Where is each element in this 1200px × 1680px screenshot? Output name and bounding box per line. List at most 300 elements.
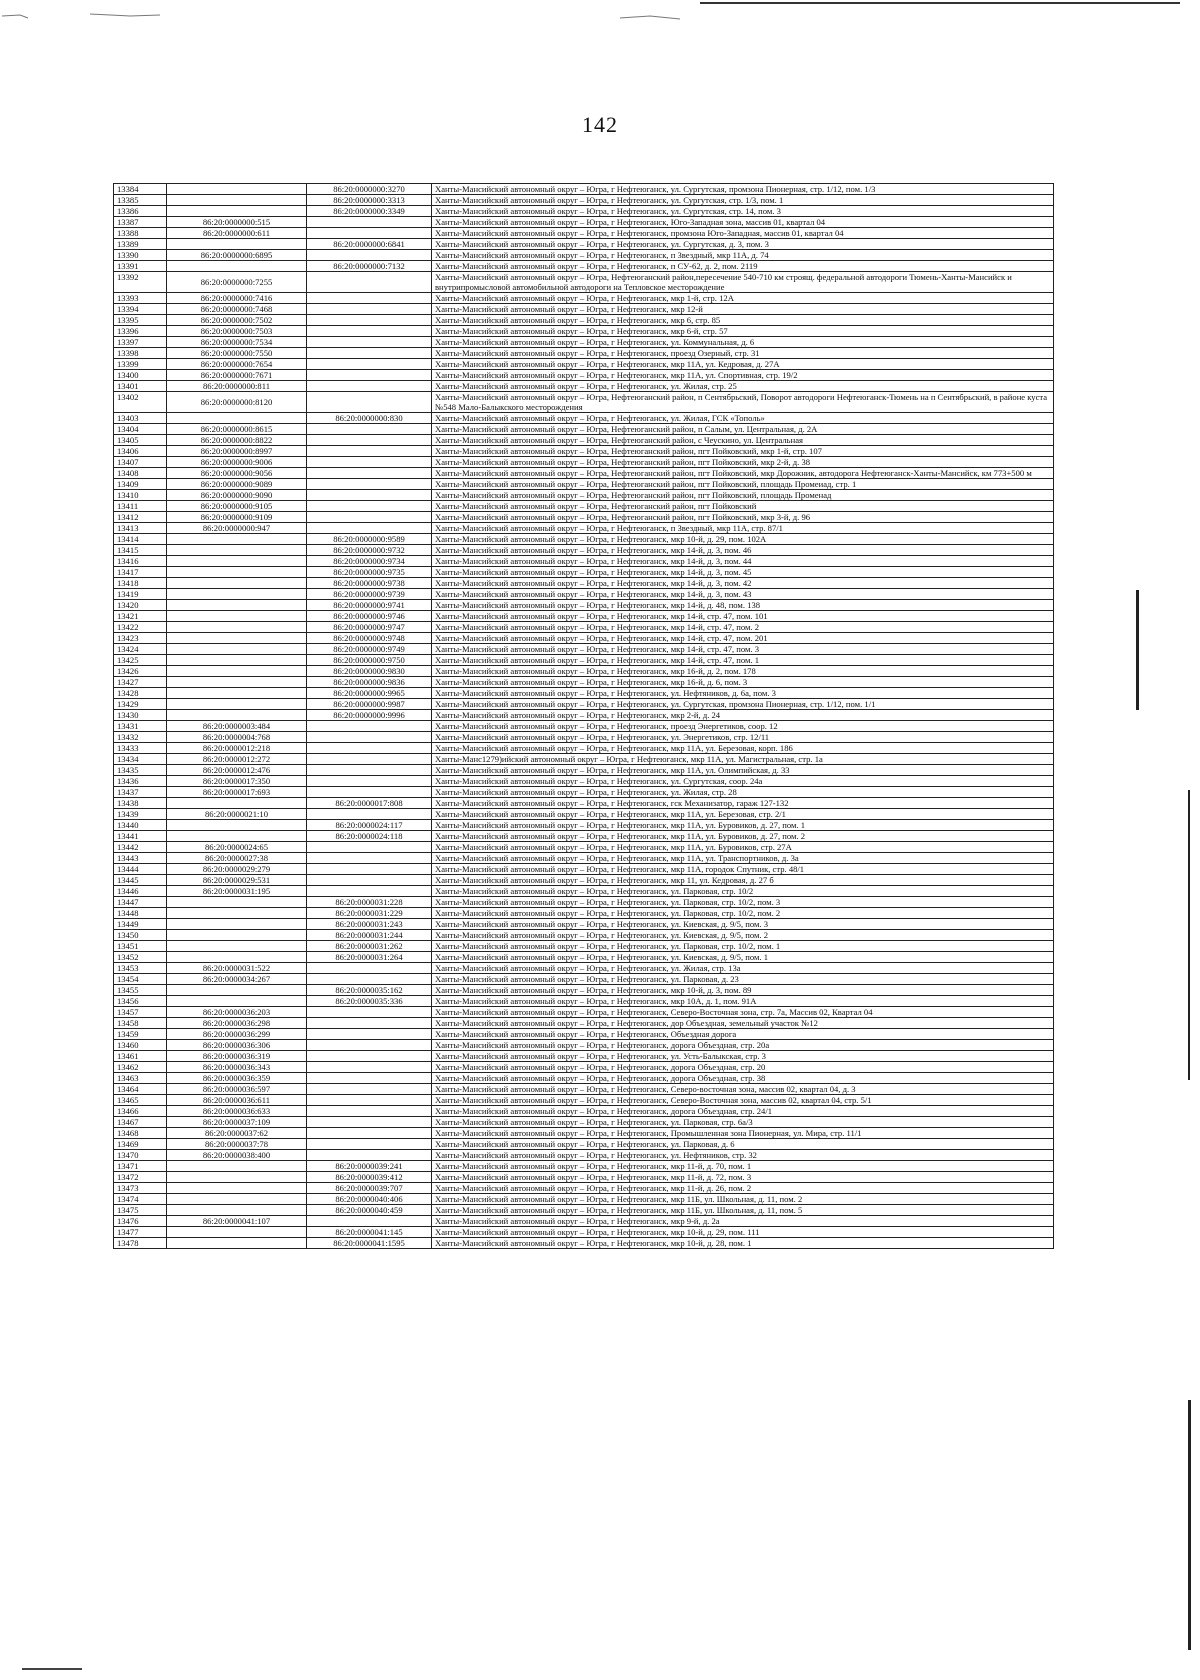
row-number-cell: 13429 [114, 699, 167, 710]
cadastral-number-b-cell [307, 217, 432, 228]
table-row [114, 1150, 1054, 1161]
table-row [114, 479, 1054, 490]
table-row [114, 1216, 1054, 1227]
address-cell: Ханты-Мансийский автономный округ – Югра, г Нефтеюганск, Северо-восточная зона, массив 02, квартал 04, д. 3 [432, 1084, 1054, 1095]
cadastral-number-b-cell: 86:20:0000000:9748 [307, 633, 432, 644]
row-number-cell: 13458 [114, 1018, 167, 1029]
cadastral-number-b-cell [307, 875, 432, 886]
row-number-cell: 13435 [114, 765, 167, 776]
table-row [114, 501, 1054, 512]
cadastral-number-a-cell [167, 413, 307, 424]
cadastral-number-a-cell [167, 952, 307, 963]
cadastral-number-b-cell [307, 864, 432, 875]
address-cell: Ханты-Мансийский автономный округ – Югра, г Нефтеюганск, мкр 11, ул. Кедровая, д. 27 б [432, 875, 1054, 886]
row-number-cell: 13410 [114, 490, 167, 501]
address-cell: Ханты-Манс1279)ийский автономный округ – Югра, г Нефтеюганск, мкр 11А, ул. Магистральная, стр. 1а [432, 754, 1054, 765]
cadastral-number-a-cell [167, 600, 307, 611]
address-cell: Ханты-Мансийский автономный округ – Югра, г Нефтеюганск, мкр 12-й [432, 304, 1054, 315]
row-number-cell: 13438 [114, 798, 167, 809]
address-cell: Ханты-Мансийский автономный округ – Югра, г Нефтеюганск, мкр 14-й, стр. 47, пом. 101 [432, 611, 1054, 622]
address-cell: Ханты-Мансийский автономный округ – Югра, Нефтеюганский район, пгт Пойковский, площадь Промеиад, стр. 1 [432, 479, 1054, 490]
cadastral-number-b-cell: 86:20:0000000:9732 [307, 545, 432, 556]
address-cell: Ханты-Мансийский автономный округ – Югра, г Нефтеюганск, мкр 14-й, стр. 47, пом. 3 [432, 644, 1054, 655]
cadastral-number-b-cell: 86:20:0000039:241 [307, 1161, 432, 1172]
cadastral-number-b-cell: 86:20:0000000:3349 [307, 206, 432, 217]
address-cell: Ханты-Мансийский автономный округ – Югра, г Нефтеюганск, Северо-Восточная зона, стр. 7а, Массив 02, Квартал 04 [432, 1007, 1054, 1018]
cadastral-number-a-cell: 86:20:0000036:597 [167, 1084, 307, 1095]
address-cell: Ханты-Мансийский автономный округ – Югра, г Нефтеюганск, ул. Жилая, стр. 28 [432, 787, 1054, 798]
address-cell: Ханты-Мансийский автономный округ – Югра, г Нефтеюганск, мкр 14-й, д. 3, пом. 46 [432, 545, 1054, 556]
table-row [114, 963, 1054, 974]
table-row [114, 424, 1054, 435]
row-number-cell: 13394 [114, 304, 167, 315]
address-cell: Ханты-Мансийский автономный округ – Югра, г Нефтеюганск, мкр 11А, ул. Буровиков, д. 27, пом. 1 [432, 820, 1054, 831]
address-cell: Ханты-Мансийский автономный округ – Югра, г Нефтеюганск, мкр 14-й, стр. 47, пом. 201 [432, 633, 1054, 644]
cadastral-number-b-cell [307, 1084, 432, 1095]
row-number-cell: 13478 [114, 1238, 167, 1249]
row-number-cell: 13428 [114, 688, 167, 699]
address-cell: Ханты-Мансийский автономный округ – Югра, г Нефтеюганск, мкр 14-й, д. 3, пом. 42 [432, 578, 1054, 589]
row-number-cell: 13434 [114, 754, 167, 765]
table-row [114, 853, 1054, 864]
row-number-cell: 13451 [114, 941, 167, 952]
table-row [114, 1007, 1054, 1018]
cadastral-number-a-cell: 86:20:0000000:8822 [167, 435, 307, 446]
table-row [114, 567, 1054, 578]
table-row [114, 666, 1054, 677]
cadastral-number-a-cell: 86:20:0000000:7502 [167, 315, 307, 326]
row-number-cell: 13456 [114, 996, 167, 1007]
cadastral-number-a-cell [167, 897, 307, 908]
row-number-cell: 13449 [114, 919, 167, 930]
cadastral-number-a-cell: 86:20:0000036:298 [167, 1018, 307, 1029]
row-number-cell: 13405 [114, 435, 167, 446]
cadastral-number-a-cell: 86:20:0000027:38 [167, 853, 307, 864]
address-cell: Ханты-Мансийский автономный округ – Югра, г Нефтеюганск, Объездная дорога [432, 1029, 1054, 1040]
cadastral-number-b-cell [307, 1040, 432, 1051]
address-cell: Ханты-Мансийский автономный округ – Югра, г Нефтеюганск, проезд Энергетиков, соор. 12 [432, 721, 1054, 732]
address-cell: Ханты-Мансийский автономный округ – Югра, г Нефтеюганск, мкр 1-й, стр. 12А [432, 293, 1054, 304]
address-cell: Ханты-Мансийский автономный округ – Югра, г Нефтеюганск, мкр 11А, ул. Березовая, стр. 2/1 [432, 809, 1054, 820]
table-row [114, 206, 1054, 217]
row-number-cell: 13393 [114, 293, 167, 304]
table-row [114, 239, 1054, 250]
row-number-cell: 13401 [114, 381, 167, 392]
cadastral-number-a-cell: 86:20:0000000:7671 [167, 370, 307, 381]
cadastral-number-a-cell: 86:20:0000036:359 [167, 1073, 307, 1084]
address-cell: Ханты-Мансийский автономный округ – Югра, г Нефтеюганск, ул. Киевская, д. 9/5, пом. 1 [432, 952, 1054, 963]
row-number-cell: 13476 [114, 1216, 167, 1227]
address-cell: Ханты-Мансийский автономный округ – Югра, Нефтеюганский район, пгт Пойковский, мкр 2-й, д. 38 [432, 457, 1054, 468]
table-row [114, 1084, 1054, 1095]
row-number-cell: 13447 [114, 897, 167, 908]
cadastral-number-a-cell: 86:20:0000036:306 [167, 1040, 307, 1051]
cadastral-number-a-cell: 86:20:0000041:107 [167, 1216, 307, 1227]
cadastral-number-a-cell [167, 655, 307, 666]
row-number-cell: 13402 [114, 392, 167, 413]
table-row [114, 1161, 1054, 1172]
row-number-cell: 13417 [114, 567, 167, 578]
cadastral-number-a-cell: 86:20:0000000:8615 [167, 424, 307, 435]
table-row [114, 622, 1054, 633]
address-cell: Ханты-Мансийский автономный округ – Югра, г Нефтеюганск, промзона Юго-Западная, массив 01, квартал 04 [432, 228, 1054, 239]
table-row [114, 1095, 1054, 1106]
table-row [114, 413, 1054, 424]
address-cell: Ханты-Мансийский автономный округ – Югра, г Нефтеюганск, мкр 10-й, д. 28, пом. 1 [432, 1238, 1054, 1249]
cadastral-number-a-cell [167, 666, 307, 677]
address-cell: Ханты-Мансийский автономный округ – Югра, г Нефтеюганск, Промышленная зона Пионерная, ул. Мира, стр. 11/1 [432, 1128, 1054, 1139]
cadastral-number-b-cell: 86:20:0000000:3313 [307, 195, 432, 206]
row-number-cell: 13464 [114, 1084, 167, 1095]
table-row [114, 326, 1054, 337]
cadastral-number-b-cell: 86:20:0000000:9965 [307, 688, 432, 699]
cadastral-number-b-cell [307, 776, 432, 787]
cadastral-number-b-cell [307, 754, 432, 765]
cadastral-number-b-cell [307, 479, 432, 490]
cadastral-number-b-cell [307, 348, 432, 359]
table-row [114, 315, 1054, 326]
table-row [114, 600, 1054, 611]
table-row [114, 217, 1054, 228]
row-number-cell: 13425 [114, 655, 167, 666]
table-row [114, 490, 1054, 501]
address-cell: Ханты-Мансийский автономный округ – Югра, г Нефтеюганск, мкр 14-й, д. 3, пом. 45 [432, 567, 1054, 578]
row-number-cell: 13448 [114, 908, 167, 919]
cadastral-number-b-cell [307, 1128, 432, 1139]
address-cell: Ханты-Мансийский автономный округ – Югра, г Нефтеюганск, дор Объездная, земельный участок №12 [432, 1018, 1054, 1029]
row-number-cell: 13390 [114, 250, 167, 261]
table-row [114, 1238, 1054, 1249]
address-cell: Ханты-Мансийский автономный округ – Югра, г Нефтеюганск, мкр 16-й, д. 2, пом. 178 [432, 666, 1054, 677]
table-row [114, 228, 1054, 239]
cadastral-number-b-cell [307, 1139, 432, 1150]
cadastral-number-b-cell [307, 293, 432, 304]
table-row [114, 1183, 1054, 1194]
address-cell: Ханты-Мансийский автономный округ – Югра, г Нефтеюганск, ул. Парковая, стр. 6а/3 [432, 1117, 1054, 1128]
cadastral-number-a-cell: 86:20:0000000:611 [167, 228, 307, 239]
table-row [114, 457, 1054, 468]
cadastral-number-b-cell: 86:20:0000039:412 [307, 1172, 432, 1183]
address-cell: Ханты-Мансийский автономный округ – Югра, г Нефтеюганск, мкр 11А, ул. Спортивная, стр. 19/2 [432, 370, 1054, 381]
cadastral-number-a-cell [167, 1172, 307, 1183]
cadastral-number-a-cell [167, 699, 307, 710]
cadastral-number-a-cell [167, 545, 307, 556]
address-cell: Ханты-Мансийский автономный округ – Югра, г Нефтеюганск, мкр 6, стр. 85 [432, 315, 1054, 326]
cadastral-number-a-cell: 86:20:0000024:65 [167, 842, 307, 853]
table-row [114, 952, 1054, 963]
cadastral-number-a-cell: 86:20:0000000:9056 [167, 468, 307, 479]
address-cell: Ханты-Мансийский автономный округ – Югра, г Нефтеюганск, ул. Сургутская, стр. 1/3, пом. 1 [432, 195, 1054, 206]
scan-edge-mark [1136, 590, 1139, 710]
cadastral-number-b-cell: 86:20:0000000:9836 [307, 677, 432, 688]
address-cell: Ханты-Мансийский автономный округ – Югра, г Нефтеюганск, мкр 11А, ул. Транспортников, д. 3а [432, 853, 1054, 864]
table-row [114, 1205, 1054, 1216]
cadastral-number-b-cell: 86:20:0000017:808 [307, 798, 432, 809]
cadastral-number-a-cell: 86:20:0000029:531 [167, 875, 307, 886]
address-cell: Ханты-Мансийский автономный округ – Югра, г Нефтеюганск, п Звездный, мкр 11А, д. 74 [432, 250, 1054, 261]
table-row [114, 1227, 1054, 1238]
cadastral-number-b-cell [307, 842, 432, 853]
cadastral-number-b-cell [307, 1073, 432, 1084]
cadastral-number-b-cell: 86:20:0000000:9739 [307, 589, 432, 600]
row-number-cell: 13450 [114, 930, 167, 941]
address-cell: Ханты-Мансийский автономный округ – Югра, г Нефтеюганск, ул. Парковая, стр. 10/2, пом. 1 [432, 941, 1054, 952]
row-number-cell: 13395 [114, 315, 167, 326]
cadastral-number-b-cell: 86:20:0000039:707 [307, 1183, 432, 1194]
row-number-cell: 13443 [114, 853, 167, 864]
address-cell: Ханты-Мансийский автономный округ – Югра, г Нефтеюганск, мкр 10А, д. 1, пом. 91А [432, 996, 1054, 1007]
cadastral-number-a-cell: 86:20:0000000:9090 [167, 490, 307, 501]
cadastral-number-a-cell: 86:20:0000021:10 [167, 809, 307, 820]
row-number-cell: 13430 [114, 710, 167, 721]
row-number-cell: 13441 [114, 831, 167, 842]
row-number-cell: 13442 [114, 842, 167, 853]
cadastral-number-a-cell: 86:20:0000031:522 [167, 963, 307, 974]
page-number: 142 [582, 112, 618, 137]
row-number-cell: 13386 [114, 206, 167, 217]
cadastral-number-b-cell [307, 523, 432, 534]
cadastral-number-a-cell [167, 930, 307, 941]
row-number-cell: 13426 [114, 666, 167, 677]
cadastral-number-a-cell [167, 239, 307, 250]
cadastral-number-b-cell: 86:20:0000000:830 [307, 413, 432, 424]
table-row [114, 897, 1054, 908]
cadastral-number-b-cell [307, 765, 432, 776]
scan-noise [0, 10, 1200, 24]
table-row [114, 1194, 1054, 1205]
cadastral-number-a-cell: 86:20:0000000:7550 [167, 348, 307, 359]
table-row [114, 776, 1054, 787]
table-row [114, 348, 1054, 359]
table-row [114, 809, 1054, 820]
cadastral-number-a-cell: 86:20:0000000:811 [167, 381, 307, 392]
row-number-cell: 13396 [114, 326, 167, 337]
table-row [114, 765, 1054, 776]
cadastral-number-b-cell: 86:20:0000000:9741 [307, 600, 432, 611]
address-cell: Ханты-Мансийский автономный округ – Югра, г Нефтеюганск, Северо-Восточная зона, массив 02, квартал 04, стр. 5/1 [432, 1095, 1054, 1106]
row-number-cell: 13455 [114, 985, 167, 996]
row-number-cell: 13399 [114, 359, 167, 370]
cadastral-number-a-cell: 86:20:0000000:7468 [167, 304, 307, 315]
address-cell: Ханты-Мансийский автономный округ – Югра, г Нефтеюганск, гск Механизатор, гараж 127-132 [432, 798, 1054, 809]
cadastral-number-a-cell: 86:20:0000000:6895 [167, 250, 307, 261]
cadastral-number-a-cell: 86:20:0000036:319 [167, 1051, 307, 1062]
cadastral-number-b-cell [307, 392, 432, 413]
cadastral-number-b-cell [307, 370, 432, 381]
row-number-cell: 13472 [114, 1172, 167, 1183]
table-row [114, 195, 1054, 206]
cadastral-number-b-cell: 86:20:0000000:9747 [307, 622, 432, 633]
table-row [114, 293, 1054, 304]
table-row [114, 337, 1054, 348]
cadastral-number-b-cell [307, 457, 432, 468]
row-number-cell: 13398 [114, 348, 167, 359]
table-row [114, 392, 1054, 413]
cadastral-number-a-cell [167, 1194, 307, 1205]
cadastral-number-a-cell [167, 261, 307, 272]
address-cell: Ханты-Мансийский автономный округ – Югра, Нефтеюганский район, пгт Пойковский, мкр 1-й, стр. 107 [432, 446, 1054, 457]
table-row [114, 556, 1054, 567]
cadastral-number-b-cell [307, 974, 432, 985]
cadastral-number-a-cell [167, 688, 307, 699]
cadastral-number-a-cell: 86:20:0000037:78 [167, 1139, 307, 1150]
row-number-cell: 13404 [114, 424, 167, 435]
cadastral-number-b-cell: 86:20:0000035:162 [307, 985, 432, 996]
table-row [114, 523, 1054, 534]
row-number-cell: 13412 [114, 512, 167, 523]
table-row [114, 272, 1054, 293]
cadastral-number-a-cell: 86:20:0000012:476 [167, 765, 307, 776]
row-number-cell: 13415 [114, 545, 167, 556]
cadastral-number-a-cell: 86:20:0000012:218 [167, 743, 307, 754]
address-cell: Ханты-Мансийский автономный округ – Югра, г Нефтеюганск, ул. Сургутская, соор. 24а [432, 776, 1054, 787]
cadastral-number-b-cell [307, 1216, 432, 1227]
cadastral-number-a-cell: 86:20:0000003:484 [167, 721, 307, 732]
address-cell: Ханты-Мансийский автономный округ – Югра, Нефтеюганский район,пересечение 540-710 км строящ. федеральной автодороги Тюмень-Ханты-Мансийск и внутрипромысловой автомобильной автодороги на Тепловское месторождение [432, 272, 1054, 293]
cadastral-number-b-cell [307, 1051, 432, 1062]
address-cell: Ханты-Мансийский автономный округ – Югра, г Нефтеюганск, мкр 11А, городок Спутник, стр. 48/1 [432, 864, 1054, 875]
cadastral-number-b-cell [307, 1150, 432, 1161]
cadastral-number-b-cell: 86:20:0000040:459 [307, 1205, 432, 1216]
row-number-cell: 13471 [114, 1161, 167, 1172]
cadastral-number-a-cell [167, 1227, 307, 1238]
cadastral-number-b-cell: 86:20:0000040:406 [307, 1194, 432, 1205]
address-cell: Ханты-Мансийский автономный округ – Югра, Нефтеюганский район, пгт Пойковский [432, 501, 1054, 512]
cadastral-number-a-cell [167, 941, 307, 952]
table-row [114, 250, 1054, 261]
row-number-cell: 13465 [114, 1095, 167, 1106]
table-row [114, 820, 1054, 831]
address-cell: Ханты-Мансийский автономный округ – Югра, г Нефтеюганск, дорога Объездная, стр. 20 [432, 1062, 1054, 1073]
cadastral-number-a-cell [167, 578, 307, 589]
cadastral-number-b-cell [307, 1095, 432, 1106]
row-number-cell: 13463 [114, 1073, 167, 1084]
cadastral-number-b-cell: 86:20:0000035:336 [307, 996, 432, 1007]
table-row [114, 798, 1054, 809]
row-number-cell: 13462 [114, 1062, 167, 1073]
top-scan-rule [700, 2, 1180, 4]
cadastral-number-a-cell: 86:20:0000000:9109 [167, 512, 307, 523]
table-row [114, 304, 1054, 315]
cadastral-number-a-cell: 86:20:0000000:7416 [167, 293, 307, 304]
cadastral-number-a-cell [167, 710, 307, 721]
cadastral-number-a-cell [167, 556, 307, 567]
table-row [114, 996, 1054, 1007]
row-number-cell: 13403 [114, 413, 167, 424]
table-row [114, 589, 1054, 600]
cadastral-number-a-cell: 86:20:0000000:8997 [167, 446, 307, 457]
address-cell: Ханты-Мансийский автономный округ – Югра, г Нефтеюганск, ул. Сургутская, д. 3, пом. 3 [432, 239, 1054, 250]
table-row [114, 1051, 1054, 1062]
row-number-cell: 13427 [114, 677, 167, 688]
row-number-cell: 13457 [114, 1007, 167, 1018]
address-cell: Ханты-Мансийский автономный округ – Югра, г Нефтеюганск, п Звездный, мкр 11А, стр. 87/1 [432, 523, 1054, 534]
cadastral-number-a-cell [167, 908, 307, 919]
address-cell: Ханты-Мансийский автономный округ – Югра, г Нефтеюганск, мкр 11А, ул. Кедровая, д. 27А [432, 359, 1054, 370]
table-row [114, 721, 1054, 732]
address-cell: Ханты-Мансийский автономный округ – Югра, г Нефтеюганск, ул. Парковая, стр. 10/2, пом. 3 [432, 897, 1054, 908]
table-row [114, 864, 1054, 875]
cadastral-number-b-cell: 86:20:0000041:1595 [307, 1238, 432, 1249]
address-cell: Ханты-Мансийский автономный округ – Югра, г Нефтеюганск, мкр 16-й, д. 6, пом. 3 [432, 677, 1054, 688]
cadastral-number-b-cell [307, 272, 432, 293]
table-row [114, 1040, 1054, 1051]
address-cell: Ханты-Мансийский автономный округ – Югра, г Нефтеюганск, мкр 11-й, д. 26, пом. 2 [432, 1183, 1054, 1194]
cadastral-number-b-cell: 86:20:0000031:262 [307, 941, 432, 952]
row-number-cell: 13387 [114, 217, 167, 228]
row-number-cell: 13437 [114, 787, 167, 798]
address-cell: Ханты-Мансийский автономный округ – Югра, г Нефтеюганск, ул. Сургутская, стр. 14, пом. 3 [432, 206, 1054, 217]
cadastral-number-a-cell: 86:20:0000029:279 [167, 864, 307, 875]
table-row [114, 381, 1054, 392]
cadastral-number-b-cell [307, 1029, 432, 1040]
cadastral-number-b-cell: 86:20:0000000:9589 [307, 534, 432, 545]
table-row [114, 1106, 1054, 1117]
cadastral-number-b-cell: 86:20:0000041:145 [307, 1227, 432, 1238]
table-row [114, 1172, 1054, 1183]
cadastral-number-b-cell: 86:20:0000000:9987 [307, 699, 432, 710]
cadastral-number-a-cell: 86:20:0000000:7654 [167, 359, 307, 370]
cadastral-number-a-cell [167, 534, 307, 545]
row-number-cell: 13446 [114, 886, 167, 897]
row-number-cell: 13466 [114, 1106, 167, 1117]
cadastral-number-a-cell [167, 195, 307, 206]
scan-edge-mark [1188, 790, 1190, 1080]
cadastral-number-a-cell: 86:20:0000000:9006 [167, 457, 307, 468]
cadastral-number-b-cell [307, 304, 432, 315]
address-cell: Ханты-Мансийский автономный округ – Югра, г Нефтеюганск, мкр 14-й, стр. 47, пом. 2 [432, 622, 1054, 633]
cadastral-number-b-cell [307, 468, 432, 479]
address-cell: Ханты-Мансийский автономный округ – Югра, г Нефтеюганск, мкр 10-й, д. 29, пом. 102А [432, 534, 1054, 545]
cadastral-number-a-cell [167, 1161, 307, 1172]
cadastral-number-b-cell [307, 446, 432, 457]
table-row [114, 743, 1054, 754]
address-cell: Ханты-Мансийский автономный округ – Югра, г Нефтеюганск, мкр 11Б, ул. Школьная, д. 11, пом. 5 [432, 1205, 1054, 1216]
cadastral-number-a-cell: 86:20:0000000:515 [167, 217, 307, 228]
address-cell: Ханты-Мансийский автономный округ – Югра, Нефтеюганский район, п Сентябрьский, Поворот автодороги Нефтеюганск-Тюмень на п Сентябрьский, в районе куста №548 Мало-Балыкского месторождения [432, 392, 1054, 413]
registry-table [113, 183, 1054, 1249]
table-row [114, 1029, 1054, 1040]
address-cell: Ханты-Мансийский автономный округ – Югра, г Нефтеюганск, мкр 14-й, д. 3, пом. 44 [432, 556, 1054, 567]
address-cell: Ханты-Мансийский автономный округ – Югра, г Нефтеюганск, ул. Усть-Балыкская, стр. 3 [432, 1051, 1054, 1062]
row-number-cell: 13419 [114, 589, 167, 600]
cadastral-number-a-cell [167, 831, 307, 842]
row-number-cell: 13418 [114, 578, 167, 589]
cadastral-number-b-cell [307, 721, 432, 732]
cadastral-number-b-cell: 86:20:0000000:9750 [307, 655, 432, 666]
address-cell: Ханты-Мансийский автономный округ – Югра, г Нефтеюганск, мкр 10-й, д. 29, пом. 111 [432, 1227, 1054, 1238]
table-row [114, 644, 1054, 655]
row-number-cell: 13436 [114, 776, 167, 787]
row-number-cell: 13424 [114, 644, 167, 655]
address-cell: Ханты-Мансийский автономный округ – Югра, г Нефтеюганск, ул. Сургутская, промзона Пионерная, стр. 1/12, пом. 1/3 [432, 184, 1054, 195]
cadastral-number-a-cell: 86:20:0000000:7503 [167, 326, 307, 337]
row-number-cell: 13469 [114, 1139, 167, 1150]
table-row [114, 545, 1054, 556]
cadastral-number-b-cell [307, 424, 432, 435]
address-cell: Ханты-Мансийский автономный округ – Югра, г Нефтеюганск, ул. Киевская, д. 9/5, пом. 2 [432, 930, 1054, 941]
address-cell: Ханты-Мансийский автономный округ – Югра, г Нефтеюганск, мкр 11А, ул. Олимпийская, д. 33 [432, 765, 1054, 776]
cadastral-number-b-cell: 86:20:0000000:9749 [307, 644, 432, 655]
row-number-cell: 13422 [114, 622, 167, 633]
table-row [114, 787, 1054, 798]
address-cell: Ханты-Мансийский автономный округ – Югра, г Нефтеюганск, ул. Киевская, д. 9/5, пом. 3 [432, 919, 1054, 930]
address-cell: Ханты-Мансийский автономный округ – Югра, Нефтеюганский район, пгт Пойковский, площадь Променад [432, 490, 1054, 501]
row-number-cell: 13460 [114, 1040, 167, 1051]
cadastral-number-b-cell: 86:20:0000000:9735 [307, 567, 432, 578]
table-row [114, 370, 1054, 381]
cadastral-number-a-cell [167, 820, 307, 831]
